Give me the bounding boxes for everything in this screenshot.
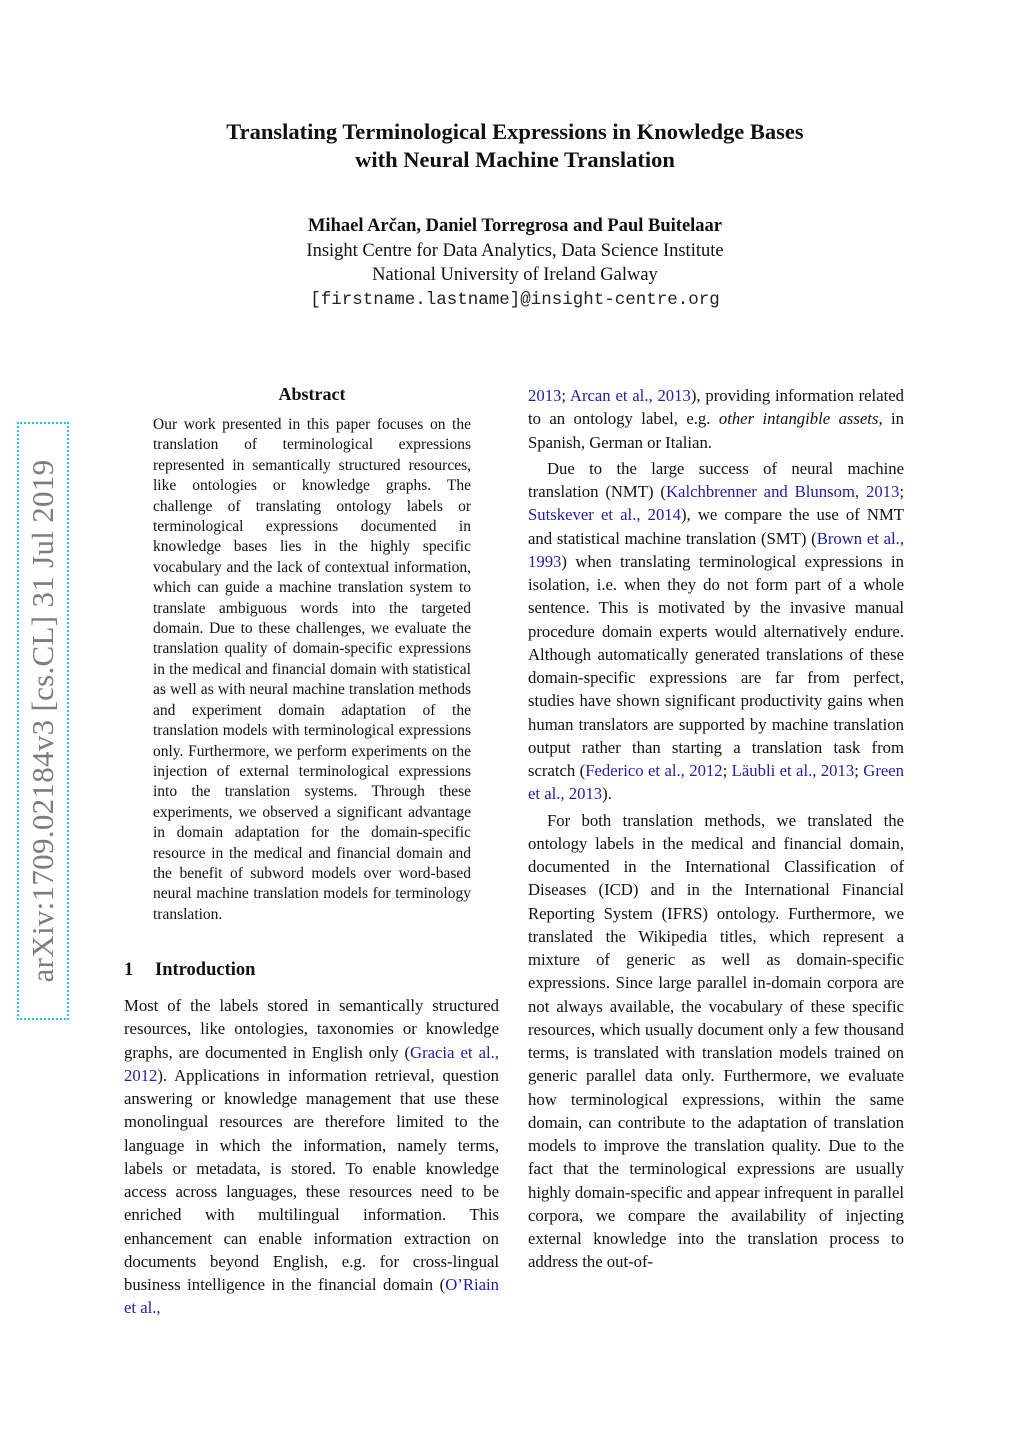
intro-paragraph-continued [528, 384, 904, 454]
intro-text: Due to the large success of neural machine translation (NMT) ( [528, 458, 904, 501]
intro-paragraph-2 [528, 457, 904, 806]
section-number: 1 [124, 960, 134, 980]
citation-link[interactable]: Kalchbrenner and Blunsom, 2013 [665, 482, 900, 501]
intro-text: ), we compare the use of NMT and statistical machine translation (SMT) ( [528, 505, 904, 548]
citation-link[interactable]: Läubli et al., 2013 [731, 761, 855, 780]
intro-text: ), providing information related to an ontology label, e.g. [528, 386, 904, 429]
citation-link[interactable]: 2013 [528, 386, 562, 405]
citation-link[interactable]: Green et al., 2013 [528, 761, 905, 804]
paper-title-line-2: with Neural Machine Translation [355, 147, 675, 172]
intro-paragraph-3: For both translation methods, we translated the ontology labels in the medical and financial domain, documented in the International Classification of Diseases (ICD) and in the International Financial Reporting System (IFRS) ontology. Furthermore, we translated the Wikipedia titles, which represent a mixture of generic as well as domain-specific expressions. Since large parallel in-domain corpora are not always available, the vocabulary of these specific resources, which usually document only a few thousand terms, is translated with translation models trained on generic parallel data only. Furthermore, we evaluate how terminological expressions, within the same domain, can contribute to the adaptation of translation models to improve the translation quality. Due to the fact that the terminological expressions are usually highly domain-specific and appear infrequent in parallel corpora, we compare the availability of injecting external knowledge into the translation process to address the out-of- [528, 810, 904, 1272]
citation-link[interactable]: Sutskever et al., 2014 [528, 505, 681, 525]
affiliation-line-1: Insight Centre for Data Analytics, Data Science Institute [306, 240, 724, 261]
citation-link[interactable]: Federico et al., 2012 [585, 761, 723, 780]
intro-text: Most of the labels stored in semantically structured resources, like ontologies, taxonomies or knowledge graphs, are documented in English only ( [124, 996, 499, 1062]
citation-separator: ; [854, 761, 864, 780]
author-block [0, 214, 1024, 312]
abstract-heading: Abstract [278, 384, 346, 404]
intro-text: ) when translating terminological expressions in isolation, i.e. when they do not form part of a whole sentence. This is motivated by the invasive manual procedure domain experts would alternatively endure. Although automatically generated translations of these domain-specific expressions are far from perfect, studies have shown significant productivity gains when human translators are supported by machine translation output rather than starting a translation task from scratch ( [528, 551, 904, 780]
intro-emphasis: other intangible assets [718, 409, 879, 429]
affiliation-line-2: National University of Ireland Galway [372, 265, 658, 285]
paper-title-line-1: Translating Terminological Expressions in Knowledge Bases [226, 119, 804, 144]
intro-text: ). [602, 784, 612, 804]
intro-text: , in Spanish, German or Italian. [528, 409, 905, 452]
section-title: Introduction [155, 960, 256, 980]
author-names: Mihael Arčan, Daniel Torregrosa and Paul Buitelaar [307, 216, 723, 236]
citation-link[interactable]: Brown et al., 1993 [528, 528, 904, 571]
paper-title [0, 118, 1024, 174]
author-email: [firstname.lastname]@insight-centre.org [310, 289, 720, 310]
citation-separator: ; [722, 761, 732, 780]
section-heading-introduction [124, 960, 255, 981]
citation-link[interactable]: Arcan et al., 2013 [569, 386, 691, 405]
right-column [528, 384, 904, 1274]
abstract-text: Our work presented in this paper focuses on the translation of terminological expressions represented in semantically structured resources, like ontologies or knowledge graphs. The challenge of translating ontology labels or terminological expressions documented in knowledge bases lies in the highly specific vocabulary and the lack of contextual information, which can guide a machine translation system to translate ambiguous words into the targeted domain. Due to these challenges, we evaluate the translation quality of domain-specific expressions in the medical and financial domain with statistical as well as with neural machine translation methods and experiment domain adaptation of the translation models with terminological expressions only. Furthermore, we perform experiments on the injection of external terminological expressions into the translation systems. Through these experiments, we observed a significant advantage in domain adaptation for the domain-specific resource in the medical and financial domain and the benefit of subword models over word-based neural machine translation models for terminology translation. [153, 416, 471, 923]
intro-text: ). Applications in information retrieval, question answering or knowledge management that use these monolingual resources are therefore limited to the language in which the information, namely terms, labels or metadata, is stored. To enable knowledge access across languages, these resources need to be enriched with multilingual information. This enhancement can enable information extraction on documents beyond English, e.g. for cross-lingual business intelligence in the financial domain ( [124, 1065, 499, 1294]
citation-separator: ; [899, 482, 905, 501]
arxiv-stamp: arXiv:1709.02184v3 [cs.CL] 31 Jul 2019 [25, 459, 60, 983]
citation-link[interactable]: O’Riain et al., [124, 1275, 499, 1318]
introduction-paragraph-1 [124, 994, 499, 1320]
citation-link[interactable]: Gracia et al., 2012 [124, 1042, 499, 1085]
citation-separator: ; [561, 386, 570, 405]
